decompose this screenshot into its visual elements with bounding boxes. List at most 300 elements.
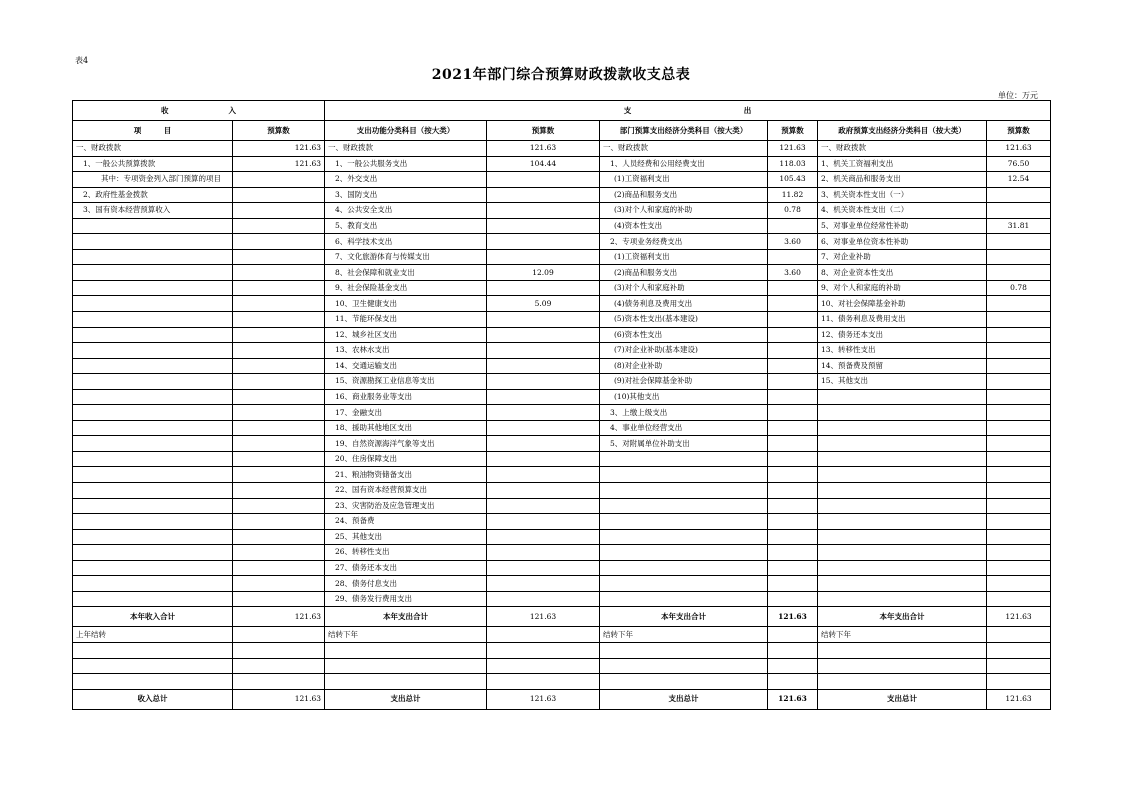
- func-item: 27、债务还本支出: [325, 560, 487, 576]
- econ-budget: [768, 467, 818, 483]
- func-item: 29、债务发行费用支出: [325, 591, 487, 607]
- econ-item: [600, 560, 768, 576]
- gov-item: 13、转移性支出: [818, 343, 987, 359]
- func-item: 2、外交支出: [325, 172, 487, 188]
- econ-budget: [768, 529, 818, 545]
- table-number: 表4: [75, 56, 89, 65]
- total-value: 121.63: [987, 689, 1051, 709]
- col-header-func: 支出功能分类科目（按大类）: [325, 121, 487, 141]
- carry-value: [768, 627, 818, 643]
- income-budget: [233, 405, 325, 421]
- income-item: [73, 560, 233, 576]
- table-row: [73, 483, 1051, 499]
- econ-budget: [768, 498, 818, 514]
- income-section-header: 收 入: [73, 101, 325, 121]
- gov-budget: [987, 343, 1051, 359]
- income-item: [73, 280, 233, 296]
- income-item: 3、国有资本经营预算收入: [73, 203, 233, 219]
- func-item: 6、科学技术支出: [325, 234, 487, 250]
- income-item: [73, 451, 233, 467]
- gov-item: [818, 436, 987, 452]
- econ-item: 4、事业单位经营支出: [600, 420, 768, 436]
- econ-budget: 3.60: [768, 265, 818, 281]
- table-row: [73, 187, 1051, 203]
- func-item: 13、农林水支出: [325, 343, 487, 359]
- income-budget: [233, 234, 325, 250]
- func-budget: [487, 203, 600, 219]
- income-budget: [233, 483, 325, 499]
- table-row: [73, 156, 1051, 172]
- income-budget: [233, 265, 325, 281]
- income-item: [73, 265, 233, 281]
- econ-budget: [768, 560, 818, 576]
- func-item: 8、社会保障和就业支出: [325, 265, 487, 281]
- econ-budget: [768, 545, 818, 561]
- func-budget: 5.09: [487, 296, 600, 312]
- income-item: [73, 436, 233, 452]
- table-row: [73, 545, 1051, 561]
- econ-budget: 11.82: [768, 187, 818, 203]
- subtotal-label: 本年收入合计: [73, 607, 233, 627]
- func-item: 21、粮油物资储备支出: [325, 467, 487, 483]
- econ-item: (3)对个人和家庭补助: [600, 280, 768, 296]
- income-budget: [233, 187, 325, 203]
- income-budget: [233, 358, 325, 374]
- func-budget: [487, 389, 600, 405]
- gov-item: [818, 545, 987, 561]
- table-row: [73, 172, 1051, 188]
- table-row: [73, 420, 1051, 436]
- func-item: 11、节能环保支出: [325, 312, 487, 328]
- econ-item: [600, 529, 768, 545]
- income-budget: [233, 249, 325, 265]
- income-budget: [233, 203, 325, 219]
- gov-budget: [987, 234, 1051, 250]
- econ-budget: [768, 218, 818, 234]
- econ-item: (1)工资福利支出: [600, 172, 768, 188]
- gov-item: 9、对个人和家庭的补助: [818, 280, 987, 296]
- gov-budget: [987, 358, 1051, 374]
- econ-budget: 105.43: [768, 172, 818, 188]
- carry-label: 结转下年: [818, 627, 987, 643]
- gov-budget: [987, 498, 1051, 514]
- budget-table: [72, 100, 1051, 710]
- econ-item: [600, 467, 768, 483]
- econ-budget: 3.60: [768, 234, 818, 250]
- func-item: 22、国有资本经营预算支出: [325, 483, 487, 499]
- gov-budget: [987, 296, 1051, 312]
- econ-item: [600, 483, 768, 499]
- page-title: 2021年部门综合预算财政拨款收支总表: [431, 67, 691, 83]
- table-row: [73, 312, 1051, 328]
- subtotal-label: 本年支出合计: [818, 607, 987, 627]
- gov-item: 2、机关商品和服务支出: [818, 172, 987, 188]
- income-item: [73, 343, 233, 359]
- gov-budget: [987, 374, 1051, 390]
- econ-item: [600, 576, 768, 592]
- income-item: [73, 576, 233, 592]
- table-row: [73, 327, 1051, 343]
- gov-budget: 31.81: [987, 218, 1051, 234]
- econ-item: 3、上缴上级支出: [600, 405, 768, 421]
- subtotal-label: 本年支出合计: [600, 607, 768, 627]
- econ-item: [600, 514, 768, 530]
- func-budget: [487, 374, 600, 390]
- econ-item: 5、对附属单位补助支出: [600, 436, 768, 452]
- subtotal-value: 121.63: [233, 607, 325, 627]
- gov-item: [818, 498, 987, 514]
- gov-budget: [987, 560, 1051, 576]
- gov-budget: [987, 436, 1051, 452]
- func-item: 1、一般公共服务支出: [325, 156, 487, 172]
- econ-item: [600, 451, 768, 467]
- gov-item: [818, 560, 987, 576]
- func-budget: [487, 312, 600, 328]
- gov-item: 14、预备费及预留: [818, 358, 987, 374]
- econ-item: (7)对企业补助(基本建设): [600, 343, 768, 359]
- income-budget: [233, 514, 325, 530]
- total-label: 收入总计: [73, 689, 233, 709]
- gov-item: [818, 405, 987, 421]
- carry-label: 结转下年: [600, 627, 768, 643]
- func-budget: [487, 483, 600, 499]
- income-budget: [233, 467, 325, 483]
- func-budget: [487, 591, 600, 607]
- func-budget: [487, 172, 600, 188]
- table-row: [73, 529, 1051, 545]
- gov-item: 7、对企业补助: [818, 249, 987, 265]
- gov-item: [818, 389, 987, 405]
- col-header-budget: 预算数: [768, 121, 818, 141]
- func-budget: [487, 358, 600, 374]
- econ-budget: [768, 296, 818, 312]
- subtotal-value: 121.63: [487, 607, 600, 627]
- gov-budget: 121.63: [987, 141, 1051, 157]
- gov-budget: [987, 529, 1051, 545]
- gov-budget: [987, 451, 1051, 467]
- total-row: [73, 689, 1051, 709]
- func-budget: [487, 436, 600, 452]
- gov-budget: [987, 405, 1051, 421]
- income-budget: [233, 343, 325, 359]
- income-budget: [233, 436, 325, 452]
- total-value: 121.63: [487, 689, 600, 709]
- col-header-gov: 政府预算支出经济分类科目（按大类）: [818, 121, 987, 141]
- total-label: 支出总计: [325, 689, 487, 709]
- func-item: 5、教育支出: [325, 218, 487, 234]
- table-row: [73, 343, 1051, 359]
- income-item: [73, 498, 233, 514]
- income-item: [73, 327, 233, 343]
- econ-item: (6)资本性支出: [600, 327, 768, 343]
- income-item: [73, 234, 233, 250]
- func-budget: 121.63: [487, 141, 600, 157]
- func-item: 10、卫生健康支出: [325, 296, 487, 312]
- gov-item: 3、机关资本性支出（一）: [818, 187, 987, 203]
- gov-item: 一、财政拨款: [818, 141, 987, 157]
- income-item: [73, 312, 233, 328]
- income-budget: [233, 560, 325, 576]
- econ-budget: [768, 436, 818, 452]
- income-item: 1、一般公共预算拨款: [73, 156, 233, 172]
- income-budget: [233, 545, 325, 561]
- col-header-budget: 预算数: [987, 121, 1051, 141]
- gov-budget: 12.54: [987, 172, 1051, 188]
- func-budget: [487, 405, 600, 421]
- income-budget: [233, 529, 325, 545]
- income-budget: [233, 498, 325, 514]
- gov-budget: [987, 545, 1051, 561]
- table-row: [73, 405, 1051, 421]
- income-item: [73, 374, 233, 390]
- income-budget: 121.63: [233, 156, 325, 172]
- blank-row: [73, 658, 1051, 674]
- table-row: [73, 141, 1051, 157]
- func-budget: [487, 218, 600, 234]
- econ-item: (4)债务利息及费用支出: [600, 296, 768, 312]
- income-item: [73, 529, 233, 545]
- econ-item: (3)对个人和家庭的补助: [600, 203, 768, 219]
- gov-budget: [987, 591, 1051, 607]
- econ-budget: [768, 280, 818, 296]
- func-item: 15、资源勘探工业信息等支出: [325, 374, 487, 390]
- func-budget: [487, 327, 600, 343]
- carry-row: [73, 627, 1051, 643]
- gov-budget: 0.78: [987, 280, 1051, 296]
- gov-budget: [987, 514, 1051, 530]
- func-budget: [487, 451, 600, 467]
- table-row: [73, 389, 1051, 405]
- gov-item: [818, 420, 987, 436]
- func-item: 23、灾害防治及应急管理支出: [325, 498, 487, 514]
- econ-item: (2)商品和服务支出: [600, 187, 768, 203]
- blank-row: [73, 674, 1051, 690]
- func-item: 9、社会保险基金支出: [325, 280, 487, 296]
- income-budget: [233, 374, 325, 390]
- func-item: 17、金融支出: [325, 405, 487, 421]
- econ-budget: [768, 420, 818, 436]
- gov-item: 4、机关资本性支出（二）: [818, 203, 987, 219]
- func-budget: [487, 576, 600, 592]
- func-item: 25、其他支出: [325, 529, 487, 545]
- unit-label: 单位：万元: [998, 91, 1038, 100]
- func-item: 18、援助其他地区支出: [325, 420, 487, 436]
- econ-item: (9)对社会保障基金补助: [600, 374, 768, 390]
- func-item: 20、住房保障支出: [325, 451, 487, 467]
- income-budget: [233, 451, 325, 467]
- gov-item: [818, 483, 987, 499]
- income-budget: [233, 280, 325, 296]
- income-item: [73, 249, 233, 265]
- table-row: [73, 234, 1051, 250]
- carry-label: 上年结转: [73, 627, 233, 643]
- income-item: [73, 296, 233, 312]
- econ-item: (2)商品和服务支出: [600, 265, 768, 281]
- func-item: 一、财政拨款: [325, 141, 487, 157]
- income-item: 其中：专项资金列入部门预算的项目: [73, 172, 233, 188]
- gov-item: 8、对企业资本性支出: [818, 265, 987, 281]
- func-item: 16、商业服务业等支出: [325, 389, 487, 405]
- table-row: [73, 467, 1051, 483]
- income-budget: [233, 296, 325, 312]
- func-budget: 12.09: [487, 265, 600, 281]
- gov-budget: [987, 576, 1051, 592]
- income-budget: [233, 591, 325, 607]
- total-value: 121.63: [233, 689, 325, 709]
- col-header-budget: 预算数: [233, 121, 325, 141]
- econ-budget: [768, 374, 818, 390]
- table-row: [73, 280, 1051, 296]
- income-item: [73, 467, 233, 483]
- func-budget: 104.44: [487, 156, 600, 172]
- carry-label: 结转下年: [325, 627, 487, 643]
- econ-item: (1)工资福利支出: [600, 249, 768, 265]
- income-budget: [233, 576, 325, 592]
- gov-item: [818, 576, 987, 592]
- econ-item: (5)资本性支出(基本建设): [600, 312, 768, 328]
- income-budget: [233, 172, 325, 188]
- gov-item: 11、债务利息及费用支出: [818, 312, 987, 328]
- gov-budget: 76.50: [987, 156, 1051, 172]
- gov-budget: [987, 327, 1051, 343]
- func-budget: [487, 514, 600, 530]
- econ-budget: [768, 405, 818, 421]
- econ-budget: [768, 591, 818, 607]
- func-budget: [487, 343, 600, 359]
- econ-item: (4)资本性支出: [600, 218, 768, 234]
- income-item: [73, 514, 233, 530]
- gov-item: 5、对事业单位经常性补助: [818, 218, 987, 234]
- econ-budget: 0.78: [768, 203, 818, 219]
- blank-row: [73, 642, 1051, 658]
- carry-value: [487, 627, 600, 643]
- gov-budget: [987, 483, 1051, 499]
- econ-budget: 118.03: [768, 156, 818, 172]
- func-budget: [487, 420, 600, 436]
- subtotal-label: 本年支出合计: [325, 607, 487, 627]
- income-item: [73, 545, 233, 561]
- econ-budget: [768, 576, 818, 592]
- gov-budget: [987, 312, 1051, 328]
- table-row: [73, 218, 1051, 234]
- func-budget: [487, 498, 600, 514]
- expense-section-header: 支 出: [325, 101, 1051, 121]
- table-row: [73, 451, 1051, 467]
- table-row: [73, 296, 1051, 312]
- carry-value: [987, 627, 1051, 643]
- econ-item: [600, 545, 768, 561]
- table-row: [73, 514, 1051, 530]
- col-header-econ: 部门预算支出经济分类科目（按大类）: [600, 121, 768, 141]
- income-budget: [233, 218, 325, 234]
- func-item: 28、债务付息支出: [325, 576, 487, 592]
- income-item: [73, 218, 233, 234]
- econ-budget: [768, 358, 818, 374]
- econ-item: [600, 591, 768, 607]
- econ-budget: [768, 451, 818, 467]
- econ-budget: [768, 389, 818, 405]
- gov-budget: [987, 203, 1051, 219]
- func-item: 12、城乡社区支出: [325, 327, 487, 343]
- income-item: 2、政府性基金拨款: [73, 187, 233, 203]
- gov-item: 1、机关工资福利支出: [818, 156, 987, 172]
- func-budget: [487, 249, 600, 265]
- table-row: [73, 560, 1051, 576]
- econ-item: [600, 498, 768, 514]
- econ-budget: [768, 483, 818, 499]
- econ-budget: [768, 312, 818, 328]
- gov-item: [818, 467, 987, 483]
- func-item: 4、公共安全支出: [325, 203, 487, 219]
- econ-item: (10)其他支出: [600, 389, 768, 405]
- func-budget: [487, 280, 600, 296]
- total-label: 支出总计: [818, 689, 987, 709]
- table-row: [73, 374, 1051, 390]
- gov-item: 10、对社会保障基金补助: [818, 296, 987, 312]
- table-row: [73, 436, 1051, 452]
- section-header-row: [73, 101, 1051, 121]
- table-row: [73, 498, 1051, 514]
- table-row: [73, 203, 1051, 219]
- income-budget: [233, 389, 325, 405]
- econ-budget: [768, 514, 818, 530]
- subtotal-value: 121.63: [987, 607, 1051, 627]
- income-item: [73, 591, 233, 607]
- income-budget: [233, 327, 325, 343]
- func-budget: [487, 529, 600, 545]
- func-budget: [487, 545, 600, 561]
- func-item: 14、交通运输支出: [325, 358, 487, 374]
- gov-item: 15、其他支出: [818, 374, 987, 390]
- gov-budget: [987, 389, 1051, 405]
- gov-budget: [987, 467, 1051, 483]
- gov-item: 6、对事业单位资本性补助: [818, 234, 987, 250]
- column-header-row: [73, 121, 1051, 141]
- func-item: 24、预备费: [325, 514, 487, 530]
- gov-budget: [987, 249, 1051, 265]
- func-item: 26、转移性支出: [325, 545, 487, 561]
- table-row: [73, 576, 1051, 592]
- gov-item: 12、债务还本支出: [818, 327, 987, 343]
- income-budget: [233, 312, 325, 328]
- col-header-item: 项 目: [73, 121, 233, 141]
- func-budget: [487, 234, 600, 250]
- income-item: [73, 389, 233, 405]
- table-row: [73, 265, 1051, 281]
- table-row: [73, 358, 1051, 374]
- econ-item: 1、人员经费和公用经费支出: [600, 156, 768, 172]
- econ-budget: [768, 249, 818, 265]
- total-value: 121.63: [768, 689, 818, 709]
- econ-item: 一、财政拨款: [600, 141, 768, 157]
- income-item: [73, 420, 233, 436]
- gov-item: [818, 451, 987, 467]
- subtotal-value: 121.63: [768, 607, 818, 627]
- table-body: [73, 141, 1051, 607]
- income-item: 一、财政拨款: [73, 141, 233, 157]
- func-item: 3、国防支出: [325, 187, 487, 203]
- col-header-budget: 预算数: [487, 121, 600, 141]
- func-item: 7、文化旅游体育与传媒支出: [325, 249, 487, 265]
- income-item: [73, 405, 233, 421]
- income-budget: [233, 420, 325, 436]
- econ-budget: 121.63: [768, 141, 818, 157]
- gov-item: [818, 514, 987, 530]
- subtotal-row: [73, 607, 1051, 627]
- gov-budget: [987, 420, 1051, 436]
- econ-item: (8)对企业补助: [600, 358, 768, 374]
- gov-budget: [987, 187, 1051, 203]
